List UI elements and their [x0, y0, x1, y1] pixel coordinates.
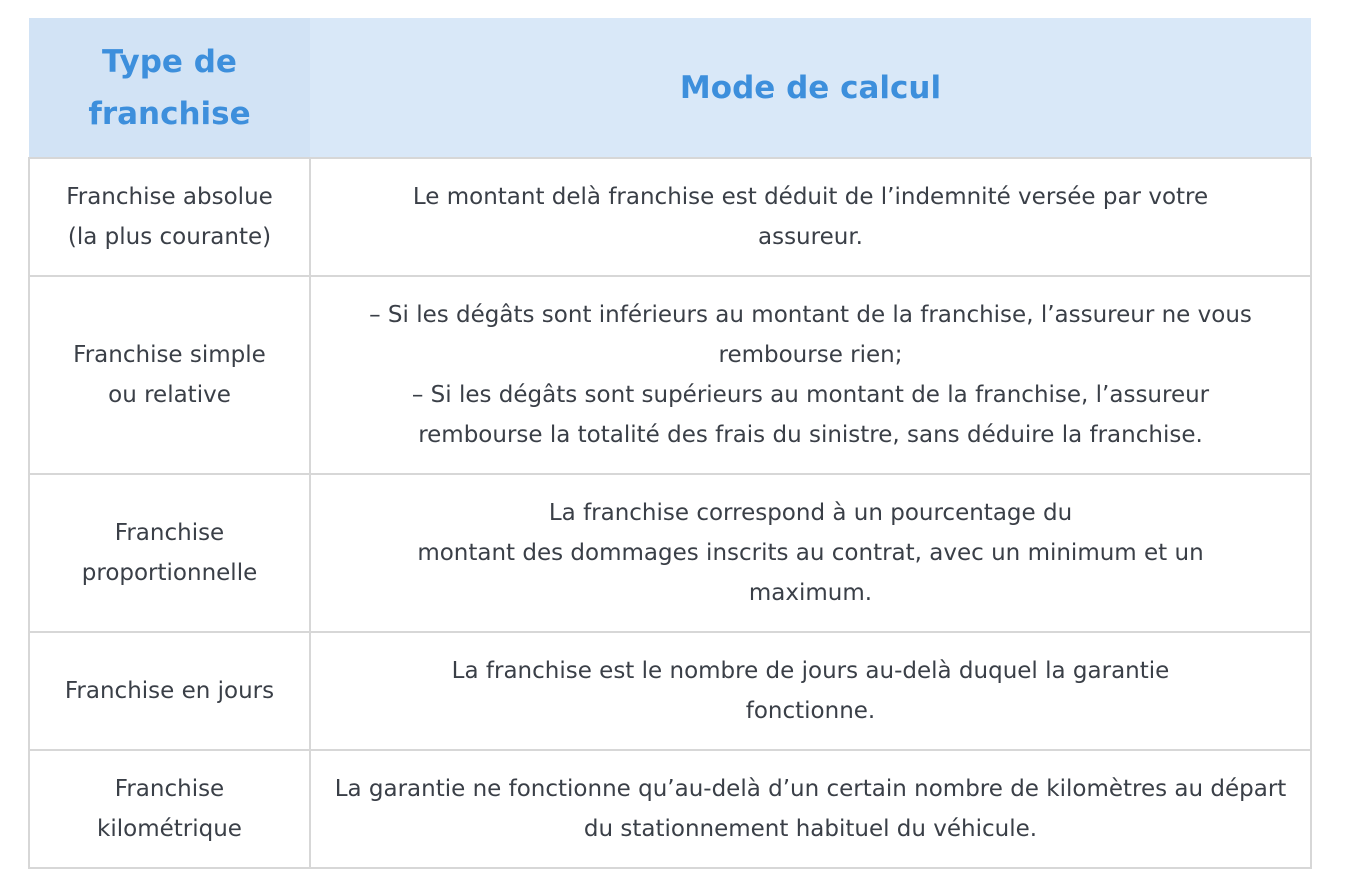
- header-mode-de-calcul: Mode de calcul: [310, 18, 1311, 158]
- mode-text: La garantie ne fonctionne qu’au-delà d’un certain nombre de kilomètres au départ du stationnement habituel du véhicule.: [334, 776, 1287, 842]
- mode-text: La franchise est le nombre de jours au-delà duquel la garantie fonctionne.: [451, 658, 1170, 724]
- cell-mode: [310, 474, 1311, 632]
- table-row: [29, 750, 1311, 868]
- cell-mode: [310, 750, 1311, 868]
- table-header-row: [29, 18, 1311, 158]
- franchise-table-container: [28, 18, 1310, 869]
- cell-mode: [310, 632, 1311, 750]
- table-row: [29, 632, 1311, 750]
- mode-text: montant des dommages inscrits au contrat, avec un minimum et un maximum.: [417, 540, 1204, 606]
- franchise-table: [28, 18, 1312, 869]
- cell-type: Franchise simple ou relative: [29, 276, 310, 474]
- cell-type: Franchise proportionnelle: [29, 474, 310, 632]
- table-row: [29, 158, 1311, 276]
- table-row: [29, 474, 1311, 632]
- table-row: [29, 276, 1311, 474]
- cell-type: Franchise absolue (la plus courante): [29, 158, 310, 276]
- mode-text: La franchise correspond à un pourcentage du: [548, 500, 1073, 526]
- header-type-de-franchise: Type de franchise: [29, 18, 310, 158]
- cell-mode: [310, 158, 1311, 276]
- cell-type: Franchise en jours: [29, 632, 310, 750]
- mode-text: – Si les dégâts sont inférieurs au montant de la franchise, l’assureur ne vous rembourse rien;: [369, 302, 1252, 368]
- cell-mode: [310, 276, 1311, 474]
- cell-type: Franchise kilométrique: [29, 750, 310, 868]
- mode-text: – Si les dégâts sont supérieurs au montant de la franchise, l’assureur rembourse la totalité des frais du sinistre, sans déduire la franchise.: [411, 382, 1210, 448]
- mode-text: Le montant delà franchise est déduit de l’indemnité versée par votre assureur.: [412, 184, 1209, 250]
